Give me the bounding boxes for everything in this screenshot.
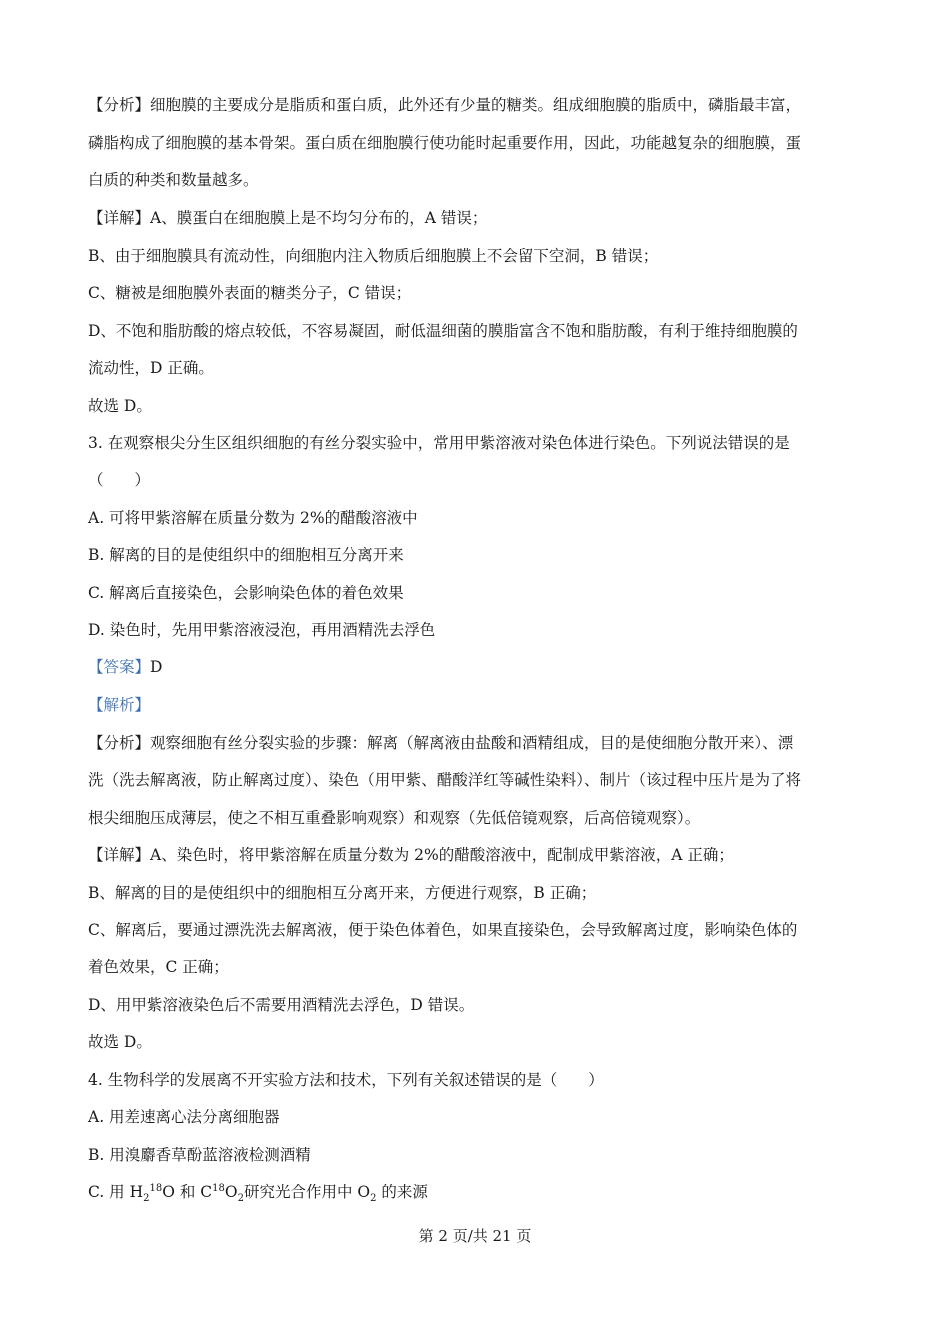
option-c-text: O 和 C — [162, 1183, 213, 1201]
superscript: 18 — [149, 1182, 163, 1194]
q3-stem-blank: （ ） — [88, 471, 151, 489]
page-number-footer: 第 2 页/共 21 页 — [418, 1227, 532, 1245]
q2-analysis-line: 磷脂构成了细胞膜的基本骨架。蛋白质在细胞膜行使功能时起重要作用，因此，功能越复杂的细胞膜，蛋 — [88, 134, 802, 152]
q3-option-a: A. 可将甲紫溶解在质量分数为 2%的醋酸溶液中 — [88, 509, 418, 527]
q2-detail-line: B、由于细胞膜具有流动性，向细胞内注入物质后细胞膜上不会留下空洞，B 错误； — [88, 247, 659, 265]
q2-detail-line: C、糖被是细胞膜外表面的糖类分子，C 错误； — [88, 284, 412, 302]
q3-analysis-line: 根尖细胞压成薄层，使之不相互重叠影响观察）和观察（先低倍镜观察，后高倍镜观察）。 — [88, 809, 701, 827]
subscript: 2 — [237, 1193, 244, 1205]
subscript: 2 — [143, 1193, 150, 1205]
q3-detail-line: 着色效果，C 正确； — [88, 958, 229, 976]
q3-explanation-label: 【解析】 — [88, 696, 151, 714]
superscript: 18 — [212, 1182, 225, 1194]
answer-value: D — [150, 658, 163, 676]
q2-detail-line: D、不饱和脂肪酸的熔点较低，不容易凝固，耐低温细菌的膜脂富含不饱和脂肪酸，有利于维持细胞膜的 — [88, 322, 798, 340]
q2-detail-line: 【详解】A、膜蛋白在细胞膜上是不均匀分布的，A 错误； — [88, 209, 488, 227]
answer-label: 【答案】 — [88, 658, 151, 676]
q4-option-b: B. 用溴麝香草酚蓝溶液检测酒精 — [88, 1146, 311, 1164]
q2-detail-line: 流动性，D 正确。 — [88, 359, 214, 377]
q2-conclusion: 故选 D。 — [88, 397, 152, 415]
subscript: 2 — [370, 1193, 377, 1205]
q3-option-c: C. 解离后直接染色，会影响染色体的着色效果 — [88, 584, 404, 602]
q3-detail-line: D、用甲紫溶液染色后不需要用酒精洗去浮色，D 错误。 — [88, 996, 475, 1014]
option-c-text: C. 用 H — [88, 1183, 144, 1201]
q3-option-d: D. 染色时，先用甲紫溶液浸泡，再用酒精洗去浮色 — [88, 621, 436, 639]
q4-option-c — [88, 1182, 863, 1205]
q2-analysis-line: 白质的种类和数量越多。 — [88, 171, 259, 189]
q3-conclusion: 故选 D。 — [88, 1033, 152, 1051]
q4-option-a: A. 用差速离心法分离细胞器 — [88, 1108, 280, 1126]
q3-detail-line: C、解离后，要通过漂洗洗去解离液，便于染色体着色，如果直接染色，会导致解离过度，影响染色体的 — [88, 921, 798, 939]
option-c-text: 研究光合作用中 O — [243, 1183, 371, 1201]
q3-answer — [88, 657, 863, 677]
q2-analysis-line: 【分析】细胞膜的主要成分是脂质和蛋白质，此外还有少量的糖类。组成细胞膜的脂质中，磷脂最丰富， — [88, 96, 802, 114]
q3-detail-line: B、解离的目的是使组织中的细胞相互分离开来，方便进行观察，B 正确； — [88, 884, 597, 902]
option-c-text: O — [224, 1183, 238, 1201]
q3-analysis-line: 【分析】观察细胞有丝分裂实验的步骤：解离（解离液由盐酸和酒精组成，目的是使细胞分散开来）、漂 — [88, 734, 794, 752]
q3-detail-line: 【详解】A、染色时，将甲紫溶解在质量分数为 2%的醋酸溶液中，配制成甲紫溶液，A 正确； — [88, 846, 734, 864]
q3-stem: 3. 在观察根尖分生区组织细胞的有丝分裂实验中，常用甲紫溶液对染色体进行染色。下列说法错误的是 — [88, 434, 790, 452]
q3-analysis-line: 洗（洗去解离液，防止解离过度）、染色（用甲紫、醋酸洋红等碱性染料）、制片（该过程中压片是为了将 — [88, 771, 802, 789]
q4-stem: 4. 生物科学的发展离不开实验方法和技术，下列有关叙述错误的是（ ） — [88, 1071, 604, 1089]
option-c-text: 的来源 — [376, 1183, 428, 1201]
q3-option-b: B. 解离的目的是使组织中的细胞相互分离开来 — [88, 546, 404, 564]
